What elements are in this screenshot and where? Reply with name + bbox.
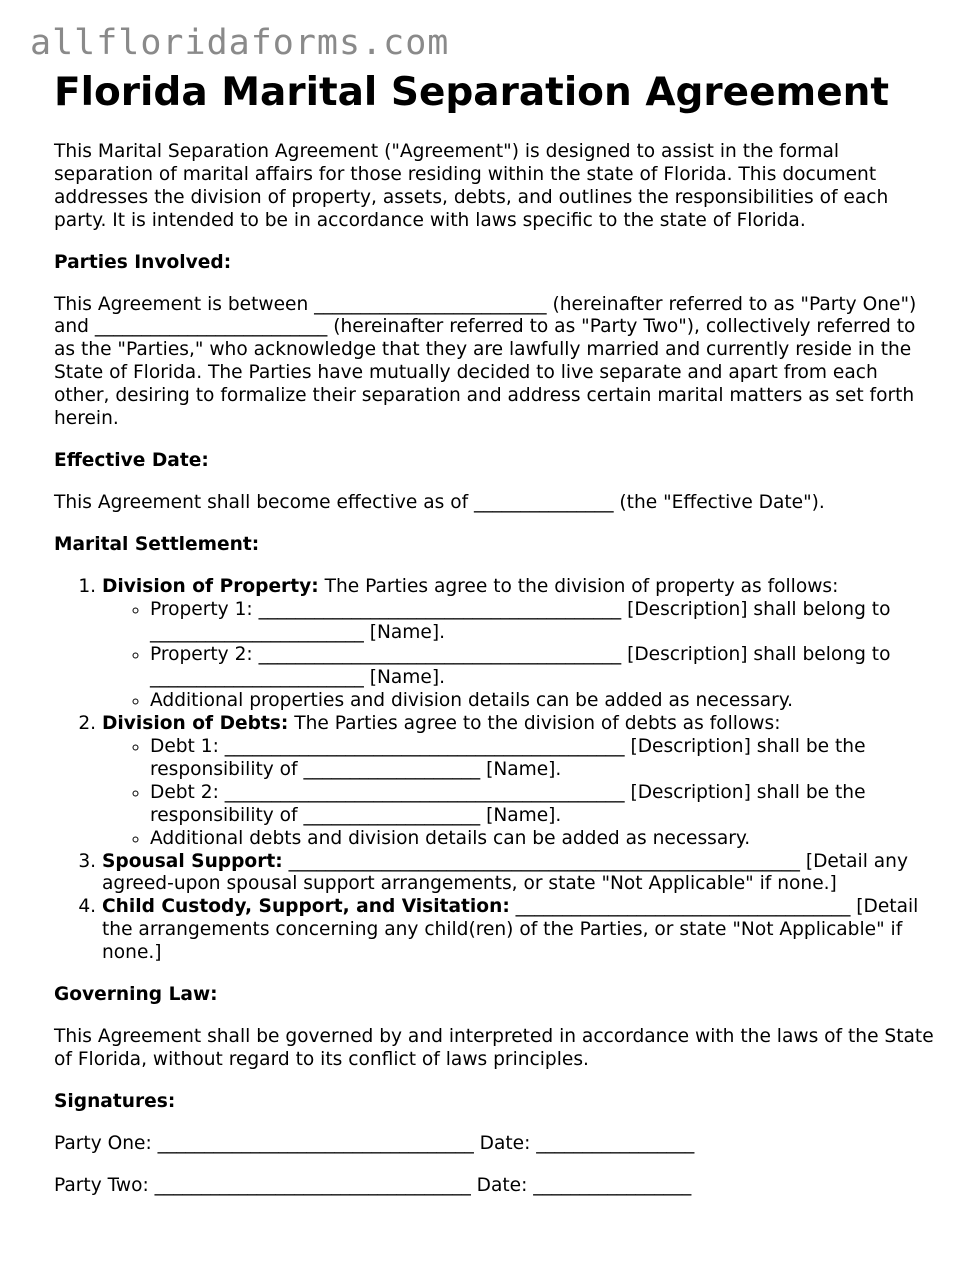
sub-item-property-1: ◦ Property 1: _______________________________________ [Description] shall belong to _______________________ [Name]. xyxy=(150,599,934,645)
item-text: ____________________________________ [Detail the arrangements concerning any child(ren) of the Parties, or state "Not Applicable" if none.] xyxy=(102,896,919,964)
item-text: The Parties agree to the division of debts as follows: xyxy=(288,713,781,735)
item-text: The Parties agree to the division of property as follows: xyxy=(318,575,839,597)
sub-item-additional-properties: ◦ Additional properties and division details can be added as necessary. xyxy=(150,690,934,713)
parties-heading: Parties Involved: xyxy=(54,251,232,273)
document-body xyxy=(54,141,934,1217)
item-label: Division of Debts: xyxy=(102,713,289,735)
effective-date-paragraph: This Agreement shall become effective as of _______________ (the "Effective Date"). xyxy=(54,491,825,513)
item-label: Spousal Support: xyxy=(102,850,283,872)
sub-item-debt-2: ◦ Debt 2: ___________________________________________ [Description] shall be the responsibility of ___________________ [Name]. xyxy=(150,782,934,828)
sub-item-property-2: ◦ Property 2: _______________________________________ [Description] shall belong to _______________________ [Name]. xyxy=(150,644,934,690)
intro-paragraph: This Marital Separation Agreement ("Agreement") is designed to assist in the formal separation of marital affairs for those residing within the state of Florida. This document addresses the division of property, assets, debts, and outlines the responsibilities of each party. It is intended to be in accordance with laws specific to the state of Florida. xyxy=(54,141,889,231)
list-item-spousal-support xyxy=(102,851,934,897)
sub-item-debt-1: ◦ Debt 1: ___________________________________________ [Description] shall be the responsibility of ___________________ [Name]. xyxy=(150,736,934,782)
list-item-division-of-property xyxy=(102,576,934,713)
parties-paragraph: This Agreement is between _________________________ (hereinafter referred to as "Party One") and _________________________ (hereinafter referred to as "Party Two"), collectively referred to as the "Parties," who acknowledge that they are lawfully married and currently reside in the State of Florida. The Parties have mutually decided to live separate and apart from each other, desiring to formalize their separation and address certain marital matters as set forth herein. xyxy=(54,293,917,430)
watermark: allfloridaforms.com xyxy=(30,23,450,63)
marital-settlement-heading: Marital Settlement: xyxy=(54,533,260,555)
signature-line-party-one: Party One: __________________________________ Date: _________________ xyxy=(54,1132,695,1154)
sub-item-additional-debts: ◦ Additional debts and division details can be added as necessary. xyxy=(150,828,934,851)
item-label: Division of Property: xyxy=(102,575,319,597)
debt-sublist xyxy=(102,736,934,851)
governing-law-heading: Governing Law: xyxy=(54,984,218,1006)
governing-law-paragraph: This Agreement shall be governed by and interpreted in accordance with the laws of the State of Florida, without regard to its conflict of laws principles. xyxy=(54,1026,934,1070)
list-item-child-custody xyxy=(102,896,934,965)
signature-line-party-two: Party Two: __________________________________ Date: _________________ xyxy=(54,1174,692,1196)
effective-date-heading: Effective Date: xyxy=(54,449,209,471)
list-item-division-of-debts xyxy=(102,713,934,850)
signatures-heading: Signatures: xyxy=(54,1090,176,1112)
item-label: Child Custody, Support, and Visitation: xyxy=(102,896,510,918)
document-title: Florida Marital Separation Agreement xyxy=(54,70,890,115)
property-sublist xyxy=(102,599,934,714)
settlement-list xyxy=(54,576,934,965)
item-text: _______________________________________________________ [Detail any agreed-upon spousal support arrangements, or state "Not Applicable" if none.] xyxy=(102,850,908,895)
